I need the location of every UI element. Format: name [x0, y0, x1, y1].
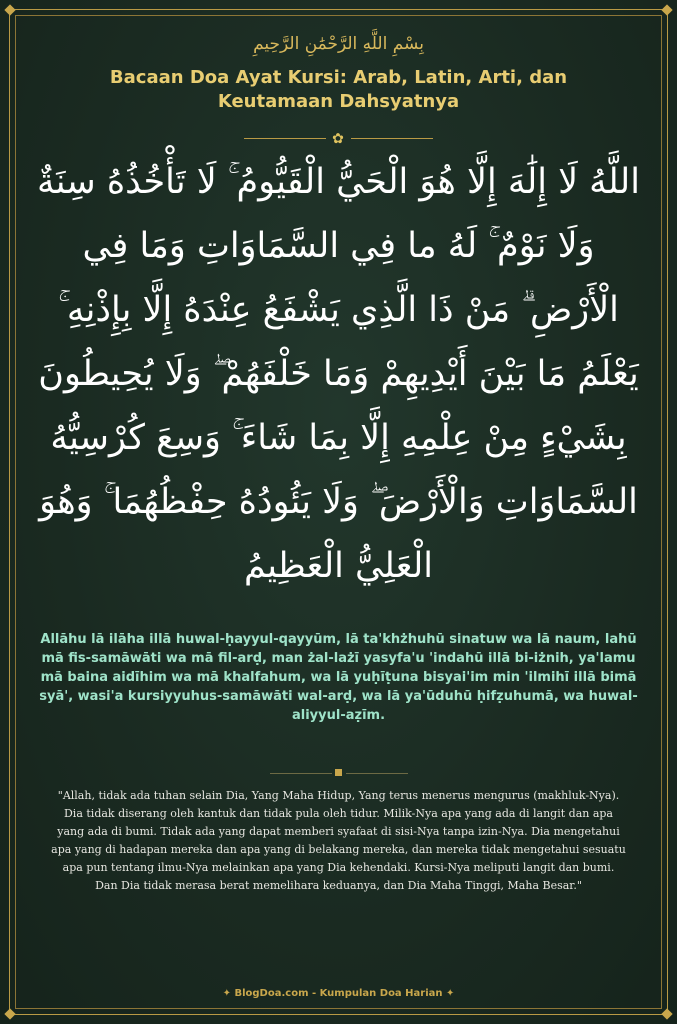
divider-line-right — [351, 138, 433, 139]
star-icon: ✦ — [222, 988, 231, 999]
title-divider — [0, 131, 677, 147]
basmala: بِسْمِ اللَّهِ الرَّحْمَٰنِ الرَّحِيمِ — [253, 34, 424, 54]
section-divider — [0, 768, 677, 778]
flower-ornament-icon: ✿ — [332, 131, 344, 147]
star-icon: ✦ — [446, 988, 455, 999]
footer — [0, 988, 677, 999]
divider-line-right — [346, 773, 408, 774]
divider-line-left — [270, 773, 332, 774]
latin-transliteration: Allāhu lā ilāha illā huwal-ḥayyul-qayyūm, lā ta'khżhuhū sinatuw wa lā naum, lahū mā fis-samāwāti wa mā fil-arḍ, man żal-lażī yasyfa'u 'indahū illā bi-iżnih, ya'lamu mā baina aidīhim wa mā khalfahum, wa lā yuḥīṭuna bisyai'im min 'ilmihī illā bimā syā', wasi'a kursiyyuhus-samāwāti wal-arḍ, wa lā ya'ūduhū ḥifẓuhumā, wa huwal-aliyyul-aẓīm. — [39, 632, 638, 723]
diamond-icon — [335, 769, 342, 776]
arabic-verse: اللَّهُ لَا إِلَٰهَ إِلَّا هُوَ الْحَيُّ الْقَيُّومُ ۚ لَا تَأْخُذُهُ سِنَةٌ وَلَا نَوْمٌ ۚ لَهُ ما فِي السَّمَاوَاتِ وَمَا فِي الْأَرْضِ ۗ مَنْ ذَا الَّذِي يَشْفَعُ عِنْدَهُ إِلَّا بِإِذْنِهِ ۚ يَعْلَمُ مَا بَيْنَ أَيْدِيهِمْ وَمَا خَلْفَهُمْ ۖ وَلَا يُحِيطُونَ بِشَيْءٍ مِنْ عِلْمِهِ إِلَّا بِمَا شَاءَ ۚ وَسِعَ كُرْسِيُّهُ السَّمَاوَاتِ وَالْأَرْضَ ۖ وَلَا يَئُودُهُ حِفْظُهُمَا ۚ وَهُوَ الْعَلِيُّ الْعَظِيمُ — [37, 162, 640, 586]
divider-line-left — [244, 138, 326, 139]
footer-text: BlogDoa.com - Kumpulan Doa Harian — [234, 988, 443, 999]
page-title: Bacaan Doa Ayat Kursi: Arab, Latin, Arti, dan Keutamaan Dahsyatnya — [109, 67, 568, 112]
indonesian-translation: "Allah, tidak ada tuhan selain Dia, Yang Maha Hidup, Yang terus menerus mengurus (makhluk-Nya). Dia tidak diserang oleh kantuk dan tidak pula oleh tidur. Milik-Nya apa yang ada di langit dan apa yang ada di bumi. Tidak ada yang dapat memberi syafaat di sisi-Nya tanpa izin-Nya. Dia mengetahui apa yang di hadapan mereka dan apa yang di belakang mereka, dan mereka tidak mengetahui sesuatu apa pun tentang ilmu-Nya melainkan apa yang Dia kehendaki. Kursi-Nya meliputi langit dan bumi. Dan Dia tidak merasa berat memelihara keduanya, dan Dia Maha Tinggi, Maha Besar." — [51, 789, 626, 892]
